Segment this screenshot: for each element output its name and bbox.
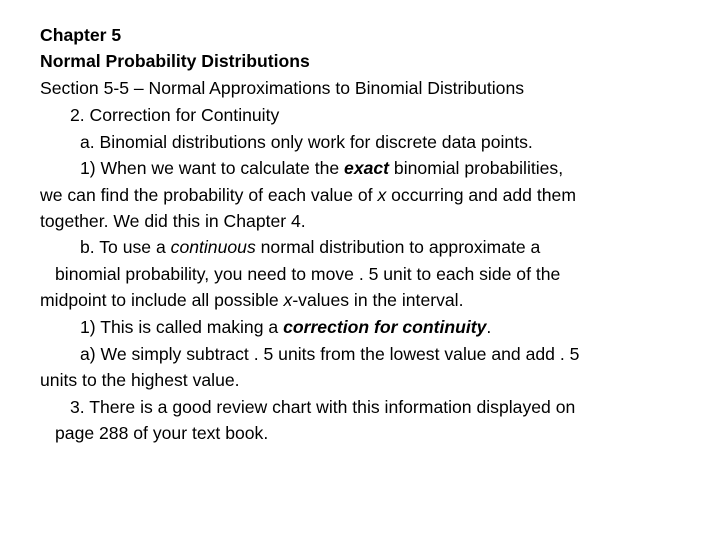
item-exact-binomial-line3: together. We did this in Chapter 4. (40, 211, 306, 231)
text-segment: 1) When we want to calculate the (80, 158, 345, 178)
emphasis-exact: exact (344, 158, 390, 178)
section-title: Section 5-5 – Normal Approximations to Binomial Distributions (40, 78, 525, 98)
item-continuous-line1 (80, 237, 540, 257)
item-subtract-add-line2: units to the highest value. (40, 370, 240, 390)
text-segment: binomial probabilities, (389, 158, 564, 178)
item-correction-for-continuity: 2. Correction for Continuity (70, 105, 280, 125)
item-correction-definition (80, 317, 491, 337)
item-exact-binomial-line1 (80, 158, 563, 178)
item-review-chart-line1: 3. There is a good review chart with this information displayed on (70, 397, 576, 417)
text-segment: . (486, 317, 492, 337)
text-segment: we can find the probability of each value of (40, 185, 378, 205)
emphasis-continuous: continuous (170, 237, 256, 257)
text-segment: 1) This is called making a (80, 317, 284, 337)
item-continuous-line2: binomial probability, you need to move . 5 unit to each side of the (55, 264, 561, 284)
text-segment: -values in the interval. (292, 290, 464, 310)
variable-x: x (377, 185, 387, 205)
text-segment: b. To use a (80, 237, 171, 257)
item-continuous-line3 (40, 290, 463, 310)
text-segment: normal distribution to approximate a (255, 237, 541, 257)
variable-x: x (283, 290, 293, 310)
emphasis-correction-for-continuity: correction for continuity (283, 317, 487, 337)
item-review-chart-line2: page 288 of your text book. (55, 423, 269, 443)
text-segment: occurring and add them (386, 185, 576, 205)
item-exact-binomial-line2 (40, 185, 576, 205)
item-subtract-add-line1: a) We simply subtract . 5 units from the lowest value and add . 5 (80, 344, 580, 364)
item-binomial-discrete: a. Binomial distributions only work for discrete data points. (80, 132, 533, 152)
chapter-heading: Normal Probability Distributions (40, 51, 310, 71)
text-segment: midpoint to include all possible (40, 290, 284, 310)
chapter-title: Chapter 5 (40, 25, 122, 45)
